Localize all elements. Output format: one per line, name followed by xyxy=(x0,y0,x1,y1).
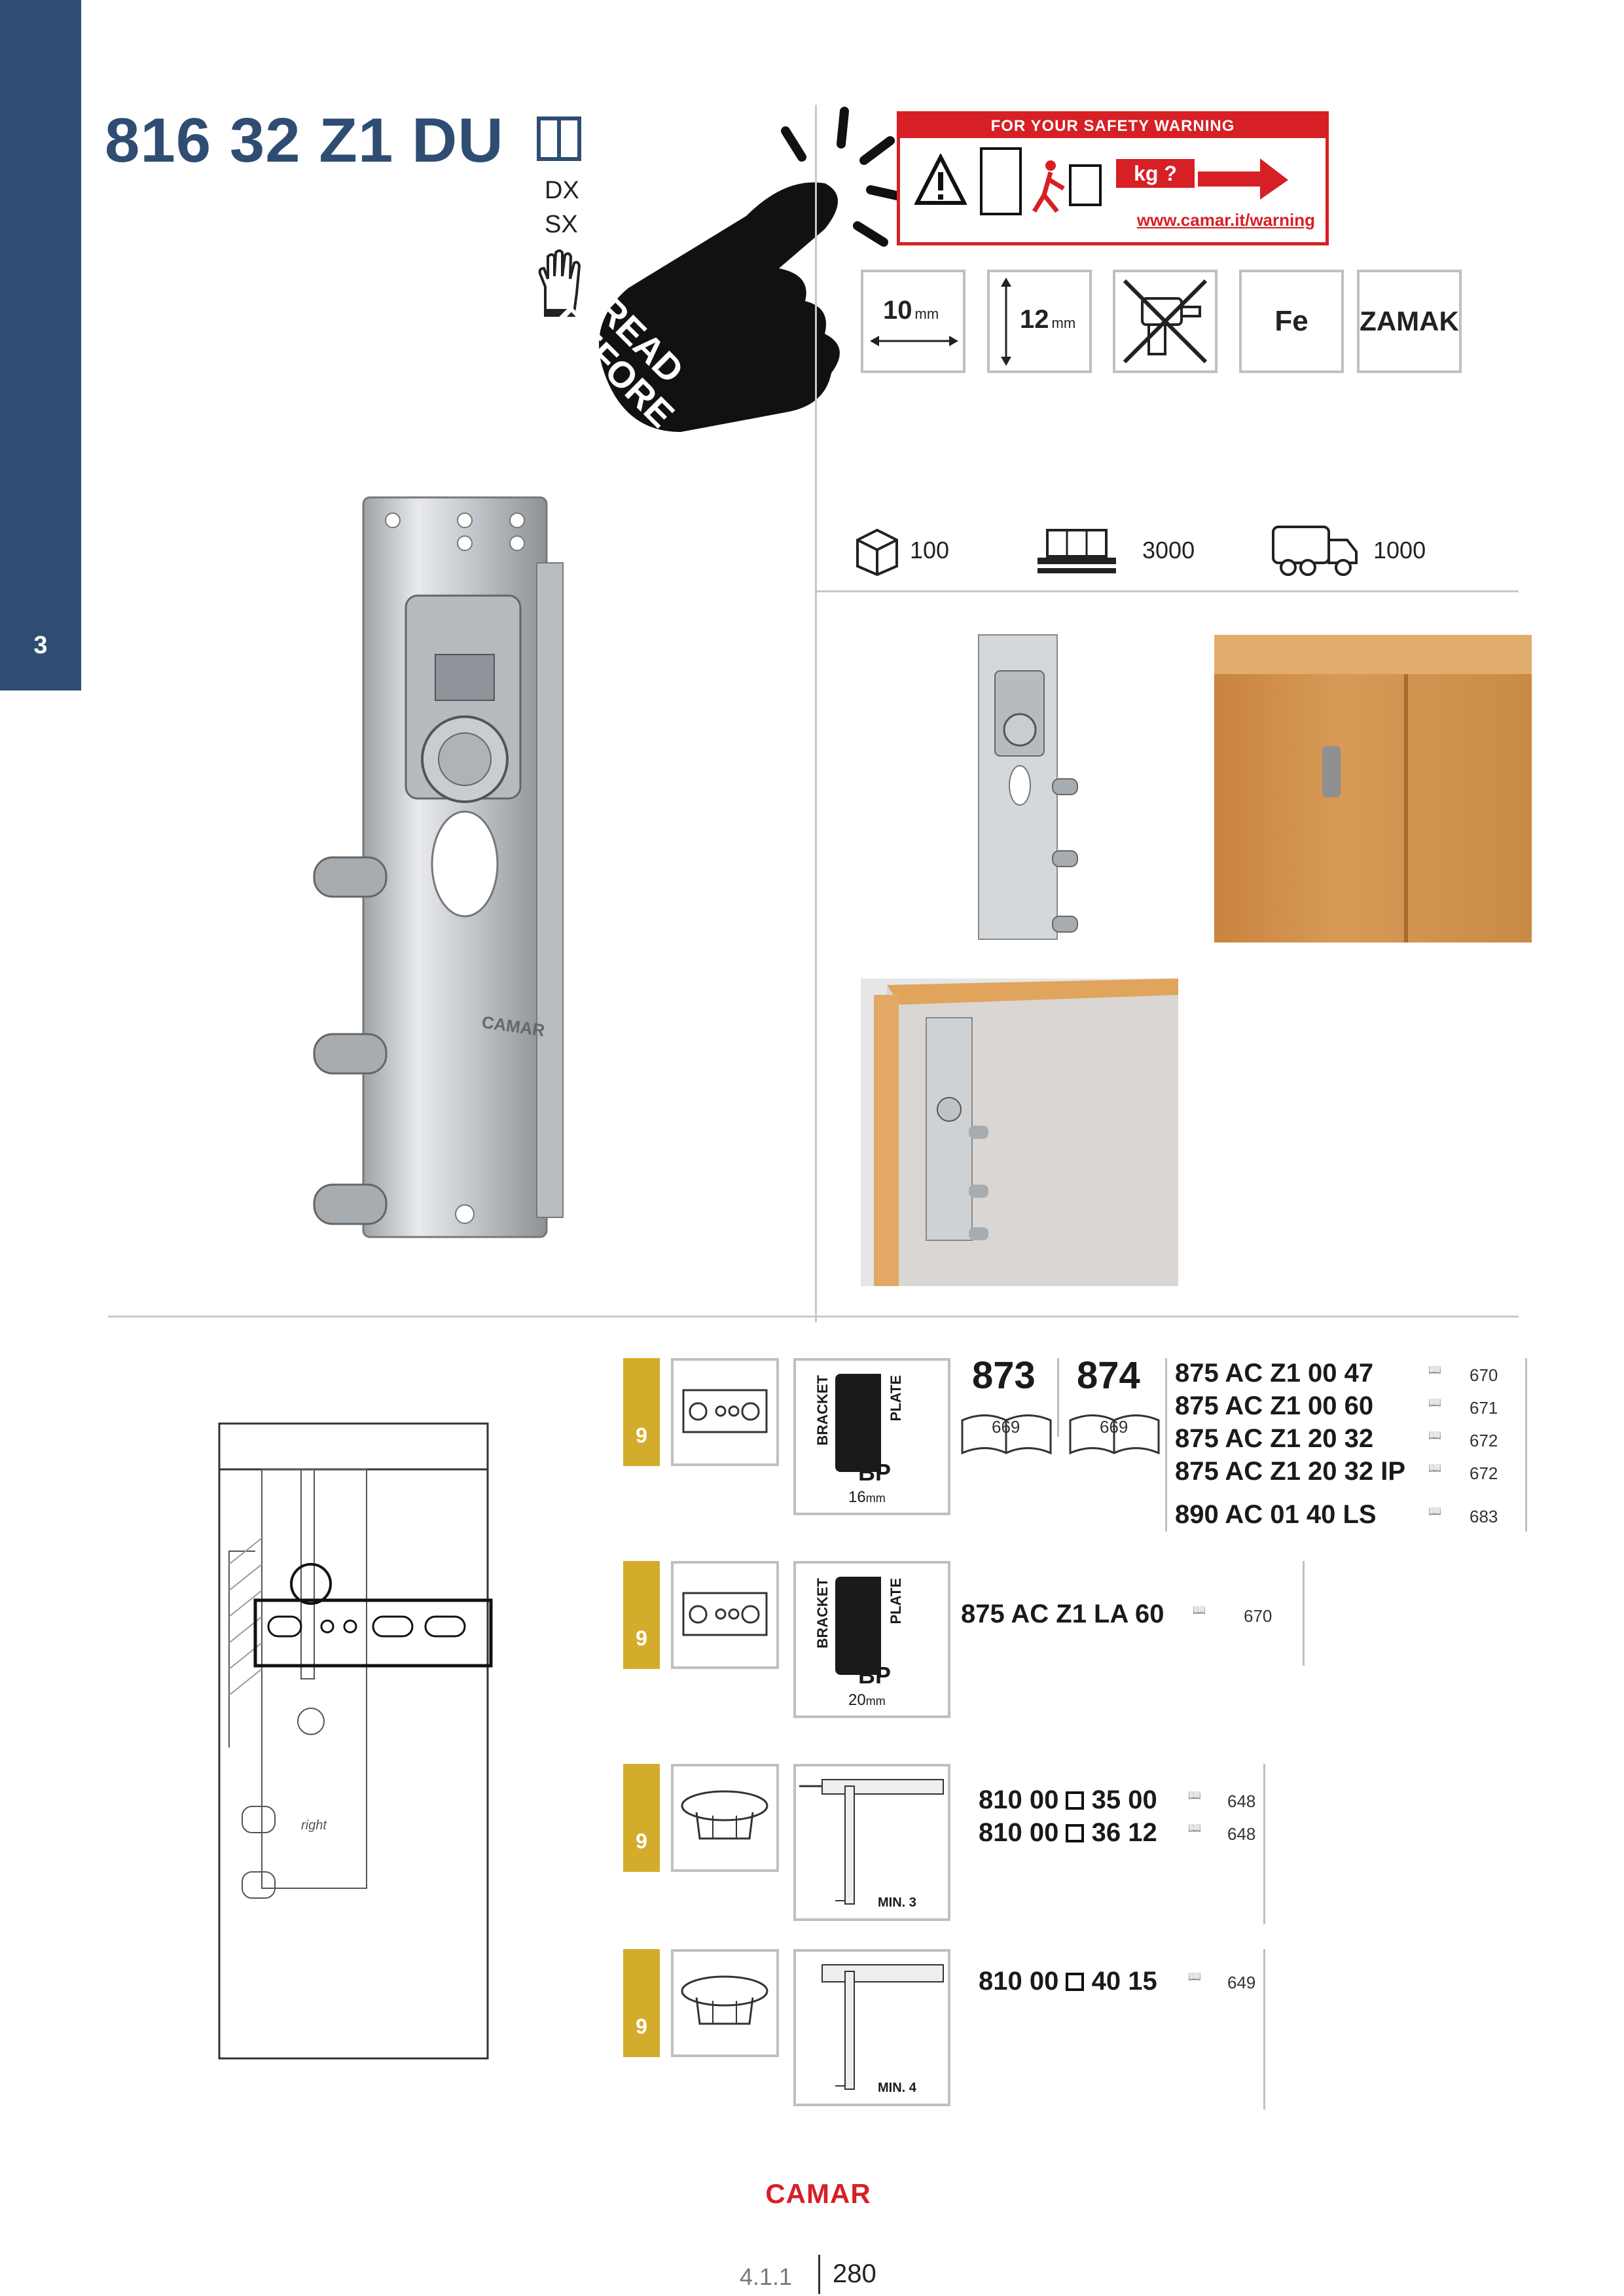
row2-right-border xyxy=(1303,1561,1305,1666)
product-title: 816 32 Z1 DU xyxy=(105,105,504,175)
bp-size: 20 xyxy=(848,1691,866,1709)
red-arrow-icon xyxy=(1198,155,1290,201)
double-door-icon xyxy=(537,117,581,161)
item-code-suffix[interactable]: 36 12 xyxy=(1091,1818,1157,1847)
rail-profile-icon xyxy=(674,1564,776,1666)
section-sidebar xyxy=(0,0,81,691)
safety-warning-banner[interactable] xyxy=(897,111,1329,245)
pack-qty-truck: 1000 xyxy=(1373,537,1426,564)
catalog-divider xyxy=(1057,1358,1059,1437)
item-code xyxy=(979,1818,1157,1848)
row1-divider xyxy=(1165,1358,1167,1532)
item-code-prefix[interactable]: 810 00 xyxy=(979,1785,1059,1814)
book-ref-icon: 📖 xyxy=(1428,1365,1441,1376)
item-code xyxy=(979,1785,1157,1815)
catalog-code-873[interactable]: 873 xyxy=(972,1354,1036,1397)
footer-section: 4.1.1 xyxy=(740,2263,793,2290)
item-code[interactable]: 890 AC 01 40 LS xyxy=(1175,1500,1377,1529)
row3-right-border xyxy=(1263,1764,1265,1924)
row2-tab: 9 xyxy=(623,1561,660,1669)
cover-cap-icon xyxy=(674,1767,776,1869)
falling-cabinet-icon xyxy=(979,146,1103,218)
book-ref-icon: 📖 xyxy=(1193,1605,1206,1616)
item-code[interactable]: 875 AC Z1 00 60 xyxy=(1175,1391,1374,1420)
item-code[interactable]: 875 AC Z1 LA 60 xyxy=(961,1600,1164,1628)
pack-qty-pallet: 3000 xyxy=(1142,537,1195,564)
upper-right-divider xyxy=(815,590,1519,592)
book-ref-icon: 📖 xyxy=(1188,1971,1201,1982)
cover-cap-icon xyxy=(674,1952,776,2054)
weight-question-label: kg ? xyxy=(1116,159,1195,188)
technical-drawing xyxy=(216,1420,497,2062)
footer-page-number: 280 xyxy=(833,2259,876,2288)
warning-triangle-icon xyxy=(914,154,967,206)
product-photo-bracket xyxy=(301,484,589,1244)
engraved-brand-text: CAMAR xyxy=(480,1012,547,1041)
truck-icon xyxy=(1270,520,1362,579)
book-ref-icon: 📖 xyxy=(1428,1463,1441,1474)
book-ref-icon: 📖 xyxy=(1428,1430,1441,1441)
drawing-engraving-text: right xyxy=(301,1818,327,1833)
double-door-icon xyxy=(1066,1824,1084,1842)
item-page-ref: 648 xyxy=(1227,1824,1256,1844)
min-label: MIN. 4 xyxy=(878,2081,916,2095)
item-page-ref: 672 xyxy=(1470,1431,1498,1450)
bp-unit: mm xyxy=(865,1492,886,1505)
bp-size: 16 xyxy=(848,1488,866,1506)
catalog-page-669a: 669 xyxy=(992,1417,1020,1437)
spec-height-12mm xyxy=(987,270,1092,373)
bp-label: BP xyxy=(858,1459,892,1486)
warning-banner-title: FOR YOUR SAFETY WARNING xyxy=(900,115,1326,138)
side-label-sx: SX xyxy=(545,211,578,238)
row3-tab: 9 xyxy=(623,1764,660,1872)
product-photo-small xyxy=(975,632,1080,946)
item-page-ref: 671 xyxy=(1470,1398,1498,1418)
vertical-divider xyxy=(815,105,817,1322)
plate-label: PLATE xyxy=(888,1375,904,1422)
item-page-ref: 649 xyxy=(1227,1973,1256,1992)
row4-tab: 9 xyxy=(623,1949,660,2057)
section-number: 3 xyxy=(33,632,48,659)
row2-rail-image xyxy=(671,1561,779,1669)
item-page-ref: 648 xyxy=(1227,1791,1256,1811)
spec-material-fe: Fe xyxy=(1239,270,1344,373)
catalog-code-874[interactable]: 874 xyxy=(1077,1354,1140,1397)
min-label: MIN. 3 xyxy=(878,1895,916,1910)
row3-cap-image xyxy=(671,1764,779,1872)
section-divider xyxy=(108,1316,1519,1318)
item-page-ref: 670 xyxy=(1244,1606,1272,1626)
item-page-ref: 670 xyxy=(1470,1365,1498,1385)
vertical-dimension-arrow-icon xyxy=(996,278,1016,366)
catalog-page-669b: 669 xyxy=(1100,1417,1128,1437)
double-door-icon xyxy=(1066,1791,1084,1810)
row1-bp-diagram xyxy=(793,1358,950,1515)
row4-right-border xyxy=(1263,1949,1265,2109)
spec-value: 10 xyxy=(883,296,912,325)
row1-tab: 9 xyxy=(623,1358,660,1466)
spec-value: 12 xyxy=(1020,305,1049,334)
bracket-shape xyxy=(835,1577,881,1675)
row4-cap-image xyxy=(671,1949,779,2057)
item-code[interactable]: 875 AC Z1 20 32 xyxy=(1175,1424,1374,1453)
bracket-shape xyxy=(835,1374,881,1472)
horizontal-dimension-arrow-icon xyxy=(870,331,958,351)
book-ref-icon: 📖 xyxy=(1428,1397,1441,1408)
panel-section-diagram xyxy=(796,1952,948,2104)
book-ref-icon: 📖 xyxy=(1188,1823,1201,1834)
footer-brand-logo: CAMAR xyxy=(765,2178,871,2209)
rail-profile-icon xyxy=(674,1361,776,1463)
bracket-label: BRACKET xyxy=(814,1578,831,1649)
no-drill-icon xyxy=(1119,276,1211,367)
bp-unit: mm xyxy=(865,1695,886,1708)
panel-section-diagram xyxy=(796,1767,948,1918)
spec-unit: mm xyxy=(914,306,939,322)
double-door-icon xyxy=(1066,1973,1084,1991)
spec-unit: mm xyxy=(1051,315,1076,331)
item-code[interactable]: 875 AC Z1 20 32 IP xyxy=(1175,1457,1406,1486)
side-label-dx: DX xyxy=(545,177,579,204)
row1-rail-image xyxy=(671,1358,779,1466)
book-ref-icon: 📖 xyxy=(1428,1506,1441,1517)
item-code-prefix[interactable]: 810 00 xyxy=(979,1967,1059,1996)
item-code-suffix[interactable]: 35 00 xyxy=(1091,1785,1157,1814)
item-page-ref: 672 xyxy=(1470,1463,1498,1483)
footer-divider xyxy=(818,2255,820,2294)
plate-label: PLATE xyxy=(888,1578,904,1624)
book-ref-icon: 📖 xyxy=(1188,1790,1201,1801)
warning-link[interactable]: www.camar.it/warning xyxy=(1136,210,1315,230)
pallet-icon xyxy=(1034,524,1119,576)
spec-no-power-drill xyxy=(1113,270,1218,373)
bp-label: BP xyxy=(858,1662,892,1689)
read-before-using-badge: READ BEFORE USING xyxy=(531,288,693,450)
pack-qty-box: 100 xyxy=(910,537,950,564)
item-page-ref: 683 xyxy=(1470,1507,1498,1526)
spec-material-zamak: ZAMAK xyxy=(1357,270,1462,373)
item-code xyxy=(979,1967,1157,1996)
item-code-suffix[interactable]: 40 15 xyxy=(1091,1967,1157,1996)
row4-min-diagram xyxy=(793,1949,950,2106)
row1-right-border xyxy=(1525,1358,1527,1532)
item-code-prefix[interactable]: 810 00 xyxy=(979,1818,1059,1847)
bracket-label: BRACKET xyxy=(814,1375,831,1446)
cabinet-corner-photo xyxy=(1214,635,1532,942)
installed-bracket-photo xyxy=(861,978,1178,1286)
item-code[interactable]: 875 AC Z1 00 47 xyxy=(1175,1359,1374,1388)
row3-min-diagram xyxy=(793,1764,950,1921)
row2-bp-diagram xyxy=(793,1561,950,1718)
box-icon xyxy=(854,524,900,576)
spec-thickness-10mm xyxy=(861,270,965,373)
